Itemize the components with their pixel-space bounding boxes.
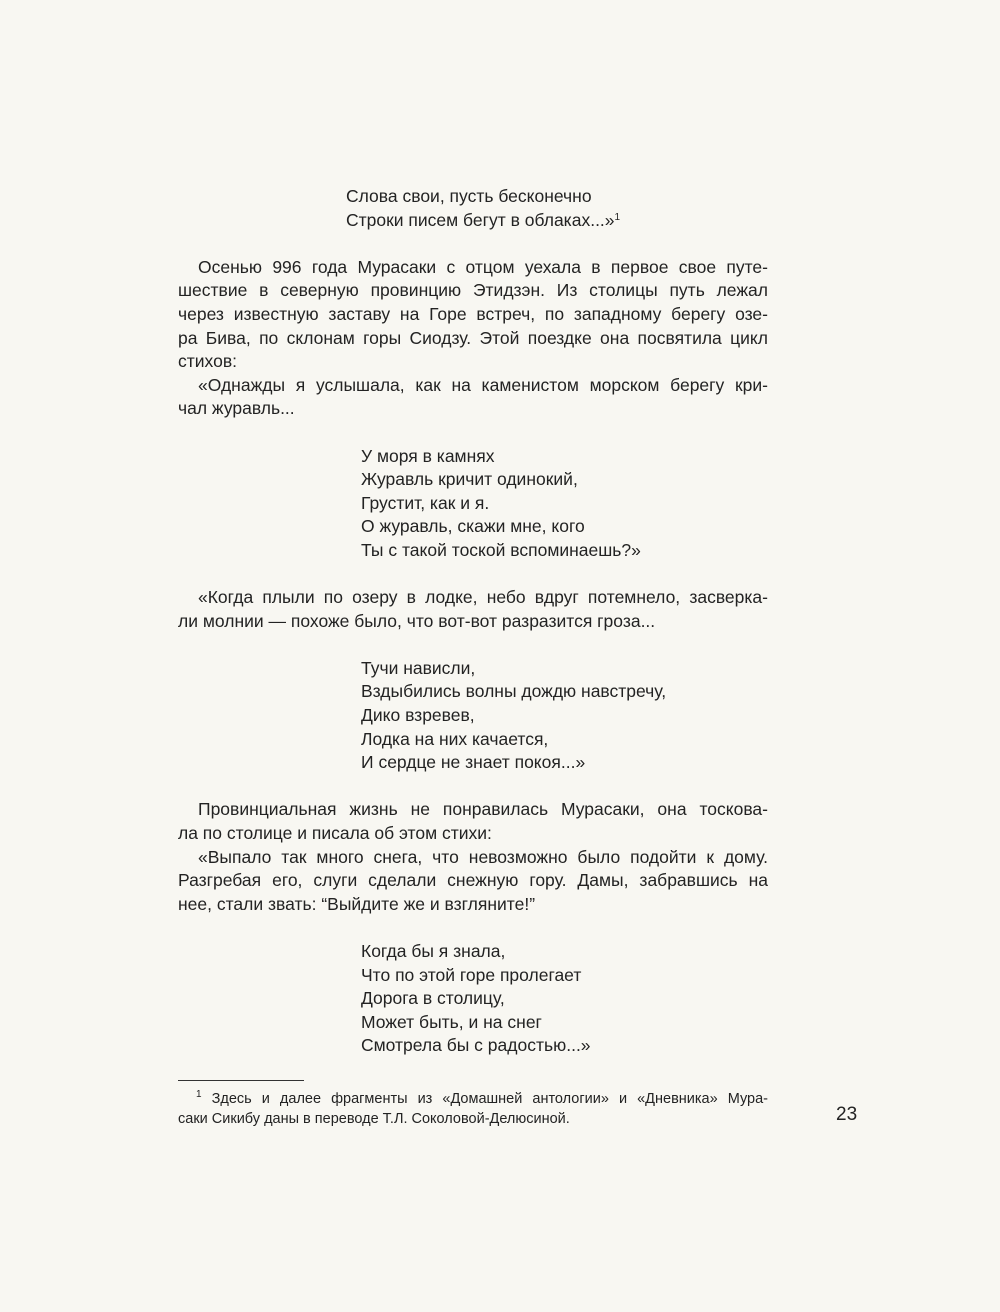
- paragraph-line: [178, 303, 768, 327]
- paragraph-line: [178, 350, 768, 374]
- line-text: ли молнии — похоже было, что вот-вот разразится гроза...: [178, 610, 656, 631]
- poem-line: [178, 1034, 768, 1058]
- paragraph-line: [178, 869, 768, 893]
- line-text: ла по столице и писала об этом стихи:: [178, 823, 492, 844]
- line-text: стихов:: [178, 351, 237, 372]
- footnote-text: Здесь и далее фрагменты из «Домашней антологии» и «Дневника» Мура-: [211, 1091, 769, 1107]
- line-text: Лодка на них качается,: [361, 728, 549, 749]
- line-text: «Однажды я услышала, как на каменистом морском берегу кри-: [198, 374, 768, 395]
- line-text: Журавль кричит одинокий,: [361, 469, 578, 490]
- footnote-reference[interactable]: 1: [614, 211, 621, 223]
- paragraph-line: [178, 586, 768, 610]
- poem-line: [178, 751, 768, 775]
- paragraph-line: [178, 374, 768, 398]
- line-text: Что по этой горе пролегает: [361, 964, 582, 985]
- poem-line: [178, 539, 768, 563]
- line-text: Строки писем бегут в облаках...»: [346, 209, 615, 230]
- poem: [178, 185, 768, 232]
- line-text: Дико взревев,: [361, 705, 475, 726]
- line-text: шествие в северную провинцию Этидзэн. Из столицы путь лежал: [178, 280, 768, 301]
- footnote-marker: 1: [196, 1089, 202, 1100]
- poem-line: [178, 964, 768, 988]
- line-text: Смотрела бы с радостью...»: [361, 1035, 591, 1056]
- line-text: Разгребая его, слуги сделали снежную гору. Дамы, забравшись на: [178, 870, 768, 891]
- poem-line: [178, 468, 768, 492]
- line-text: чал журавль...: [178, 398, 295, 419]
- line-text: Слова свои, пусть бесконечно: [346, 186, 592, 206]
- line-text: Провинциальная жизнь не понравилась Мурасаки, она тоскова-: [198, 799, 768, 820]
- poem-line: [178, 657, 768, 681]
- poem-line: [178, 492, 768, 516]
- line-text: И сердце не знает покоя...»: [361, 752, 586, 773]
- paragraph-line: [178, 822, 768, 846]
- paragraph: [178, 256, 768, 374]
- paragraph-line: [178, 846, 768, 870]
- paragraph: [178, 586, 768, 633]
- line-text: Вздыбились волны дождю навстречу,: [361, 681, 667, 702]
- paragraph: [178, 798, 768, 845]
- line-text: Грустит, как и я.: [361, 492, 490, 513]
- line-text: О журавль, скажи мне, кого: [361, 516, 585, 537]
- line-text: Осенью 996 года Мурасаки с отцом уехала в первое свое путе-: [198, 256, 768, 277]
- line-text: ра Бива, по склонам горы Сиодзу. Этой поездке она посвятила цикл: [178, 327, 768, 348]
- poem-line: [178, 728, 768, 752]
- paragraph: [178, 846, 768, 917]
- paragraph-line: [178, 256, 768, 280]
- poem-line: [178, 515, 768, 539]
- line-text: нее, стали звать: “Выйдите же и взгляните!”: [178, 893, 536, 914]
- line-text: Ты с такой тоской вспоминаешь?»: [361, 539, 641, 560]
- paragraph-line: [178, 893, 768, 917]
- poem: [178, 657, 768, 775]
- body-text: [178, 185, 768, 1082]
- line-text: «Когда плыли по озеру в лодке, небо вдруг потемнело, засверка-: [198, 587, 768, 608]
- line-text: Тучи нависли,: [361, 657, 476, 678]
- poem-line: [178, 209, 768, 233]
- poem-line: [178, 445, 768, 469]
- paragraph-line: [178, 327, 768, 351]
- footnote: [178, 1089, 768, 1129]
- paragraph-line: [178, 279, 768, 303]
- line-text: через известную заставу на Горе встреч, по западному берегу озе-: [178, 303, 768, 324]
- poem: [178, 445, 768, 563]
- paragraph: [178, 374, 768, 421]
- poem-line: [178, 704, 768, 728]
- paragraph-line: [178, 798, 768, 822]
- poem-line: [178, 680, 768, 704]
- line-text: Дорога в столицу,: [361, 988, 505, 1009]
- poem-line: [178, 185, 768, 209]
- line-text: Может быть, и на снег: [361, 1011, 542, 1032]
- line-text: У моря в камнях: [361, 445, 495, 466]
- footnote-divider: [178, 1080, 304, 1081]
- poem-line: [178, 940, 768, 964]
- paragraph-line: [178, 610, 768, 634]
- poem-line: [178, 1011, 768, 1035]
- paragraph-line: [178, 397, 768, 421]
- line-text: «Выпало так много снега, что невозможно было подойти к дому.: [198, 846, 768, 867]
- footnote-line-2: саки Сикибу даны в переводе Т.Л. Соколовой-Делюсиной.: [178, 1111, 570, 1127]
- page-number: 23: [836, 1104, 858, 1125]
- poem: [178, 940, 768, 1058]
- poem-line: [178, 987, 768, 1011]
- footnote-line-1: [178, 1089, 768, 1109]
- line-text: Когда бы я знала,: [361, 941, 506, 961]
